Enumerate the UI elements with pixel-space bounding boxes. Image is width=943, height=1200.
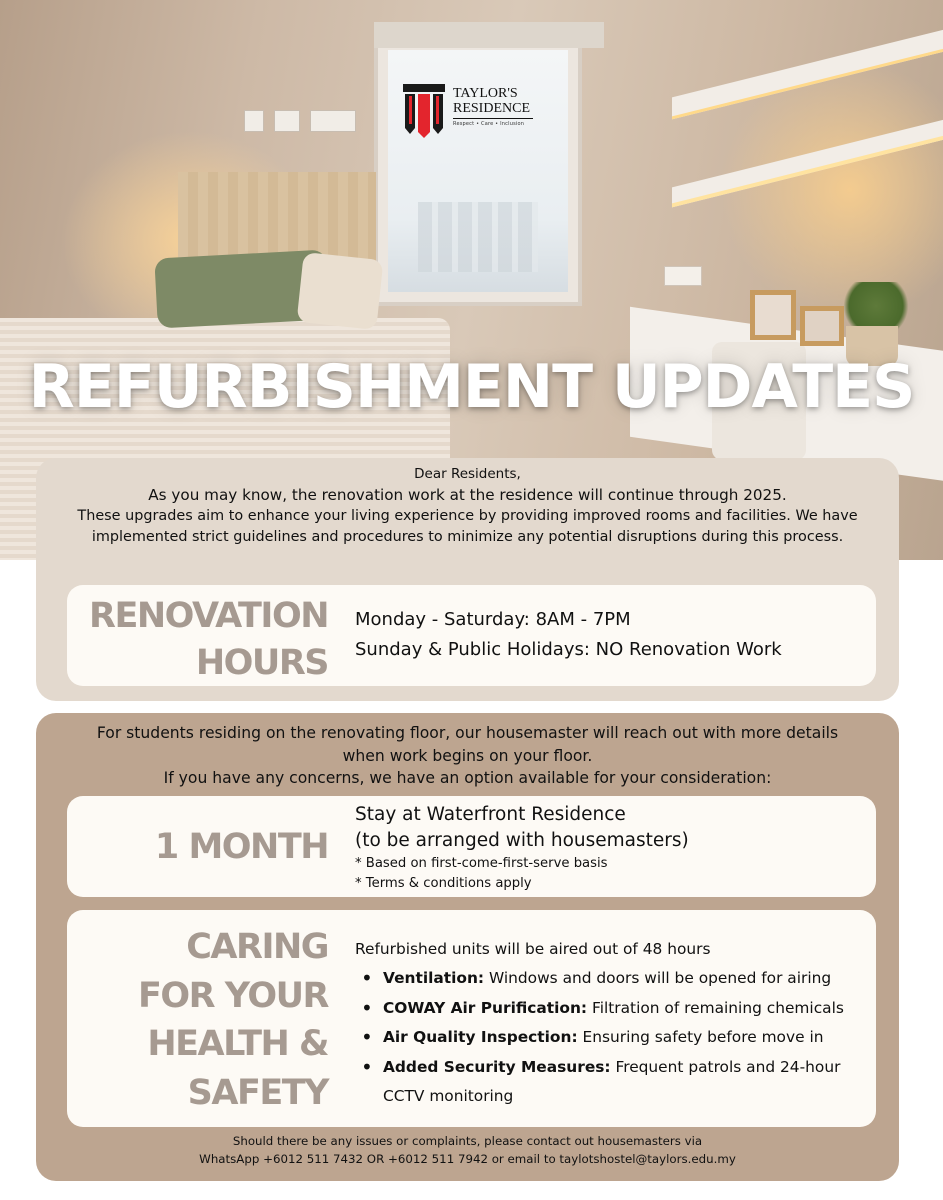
window-city-view	[418, 202, 538, 272]
list-item	[355, 1053, 855, 1112]
health-intro: Refurbished units will be aired out of 48 hours	[355, 940, 711, 958]
health-safety-card	[67, 910, 876, 1127]
label-line: RENOVATION	[89, 596, 328, 636]
window	[378, 40, 578, 302]
option-note: * Based on first-come-first-serve basis	[355, 856, 608, 871]
greeting: Dear Residents,	[414, 466, 521, 482]
floor-notice	[36, 722, 899, 790]
renovation-hours-label	[89, 593, 328, 687]
options-panel	[36, 713, 899, 1181]
notice-body: These upgrades aim to enhance your living experience by providing improved rooms and facilities. We have implemented strict guidelines and procedures to minimize any potential disruptions during this process.	[77, 508, 858, 545]
footer-contact: WhatsApp +6012 511 7432 OR +6012 511 7942 or email to taylotshostel@taylors.edu.my	[199, 1152, 736, 1166]
label-line: SAFETY	[187, 1072, 328, 1113]
logo-name-line2: RESIDENCE	[453, 101, 530, 116]
potted-plant	[838, 282, 914, 330]
item-title: Added Security Measures:	[383, 1057, 611, 1076]
list-item	[355, 1023, 855, 1053]
option-line: (to be arranged with housemasters)	[355, 830, 689, 851]
health-safety-details	[355, 934, 855, 1112]
footer-line: Should there be any issues or complaints, please contact out housemasters via	[232, 1134, 703, 1148]
list-item	[355, 964, 855, 994]
logo-tagline: Respect • Care • Inclusion	[453, 121, 525, 127]
item-title: COWAY Air Purification:	[383, 998, 588, 1017]
item-text: Ensuring safety before move in	[577, 1028, 824, 1046]
label-line: HEALTH &	[147, 1024, 328, 1064]
list-item	[355, 994, 855, 1024]
window-blind	[374, 22, 604, 48]
item-title: Air Quality Inspection:	[383, 1028, 578, 1046]
cream-pillow	[297, 252, 384, 330]
notice-lead: As you may know, the renovation work at the residence will continue through 2025.	[148, 486, 787, 504]
sunday-hours: Sunday & Public Holidays: NO Renovation Work	[355, 639, 782, 660]
logo-rule	[453, 118, 533, 119]
option-line: Stay at Waterfront Residence	[355, 804, 626, 825]
weekday-hours: Monday - Saturday: 8AM - 7PM	[355, 609, 631, 630]
taylors-residence-logo	[403, 84, 543, 140]
intro-text	[36, 464, 899, 548]
floor-notice-option: If you have any concerns, we have an option available for your consideration:	[163, 769, 772, 787]
item-text: Frequent patrols and 24-hour CCTV monitoring	[383, 1057, 841, 1105]
renovation-hours-card	[67, 585, 876, 686]
power-outlet	[664, 266, 702, 286]
wall-switches	[244, 110, 356, 134]
photo-frame	[750, 290, 796, 340]
renovation-hours-details	[355, 605, 782, 665]
one-month-option-card	[67, 796, 876, 897]
logo-wordmark	[453, 86, 530, 116]
label-line: CARING	[186, 927, 328, 967]
option-label: 1 MONTH	[154, 827, 328, 867]
logo-name-line1: TAYLOR'S	[453, 86, 518, 101]
health-measures-list	[355, 964, 855, 1112]
floor-notice-text: For students residing on the renovating floor, our housemaster will reach out with more details when work begins on your floor.	[96, 724, 839, 765]
label-line: FOR YOUR	[137, 975, 328, 1016]
item-text: Windows and doors will be opened for airing	[484, 969, 832, 987]
logo-shield-icon	[403, 84, 445, 138]
health-safety-label	[138, 923, 328, 1117]
intro-panel	[36, 458, 899, 701]
option-note: * Terms & conditions apply	[355, 876, 532, 891]
item-title: Ventilation:	[383, 969, 485, 987]
contact-footer	[36, 1132, 899, 1168]
item-text: Filtration of remaining chemicals	[587, 998, 844, 1017]
option-details	[355, 802, 689, 894]
label-line: HOURS	[195, 643, 328, 683]
page-title: REFURBISHMENT UPDATES	[28, 352, 915, 422]
